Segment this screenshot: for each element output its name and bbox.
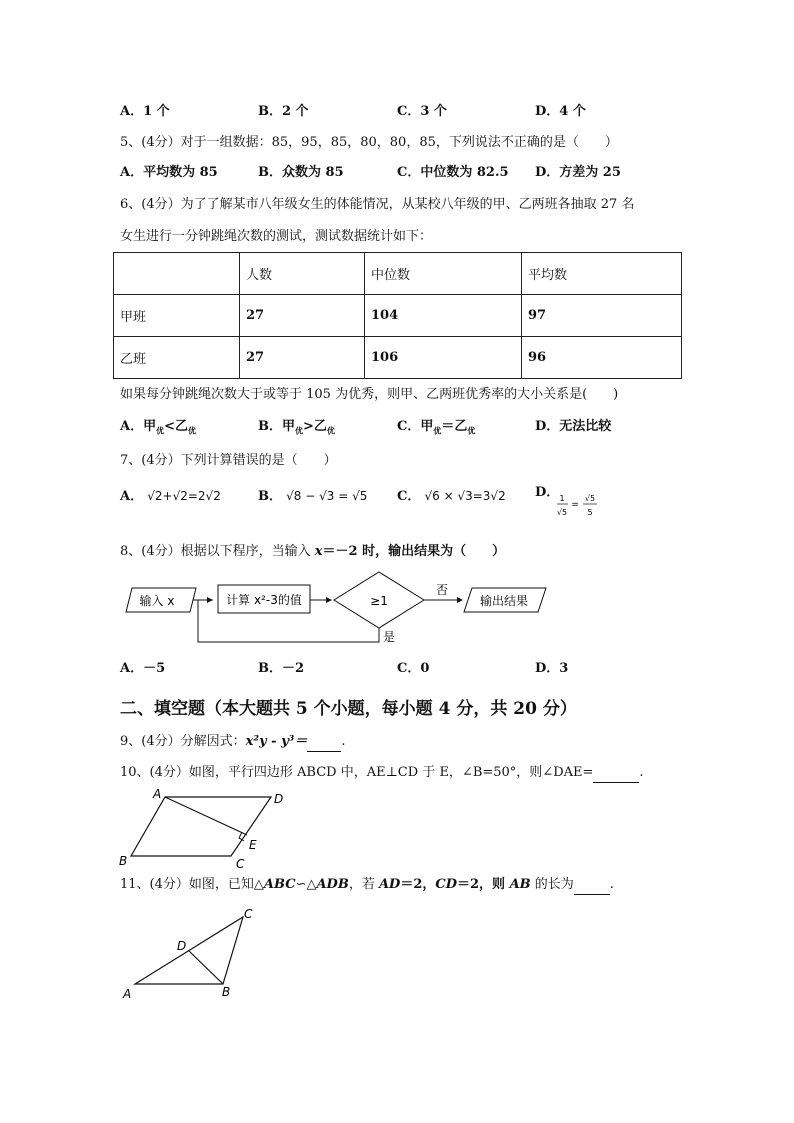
table-cell [114, 253, 240, 295]
variable: x [314, 544, 323, 559]
table-header-row [114, 253, 682, 295]
section-2-heading: 二、填空题（本大题共 5 个小题，每小题 4 分，共 20 分） [120, 699, 577, 719]
table-header-cell: 人数 [240, 253, 365, 295]
q4-option-c: C．3 个 [397, 104, 447, 119]
vertex-label-b: B [119, 854, 128, 868]
vertex-label-e: E [249, 838, 257, 852]
stem-text: 9、(4分）分解因式： [120, 734, 246, 749]
math-expression: √6 × √3=3√2 [424, 489, 506, 503]
stem-text: ＝2，则 [457, 877, 510, 892]
stem-text: 10、(4分）如图，平行四边形 ABCD 中，AE⊥CD 于 E，∠B=50°，则∠DAE= [120, 765, 594, 780]
option-text: 甲 [282, 419, 296, 434]
fraction-numerator: 1 [559, 494, 565, 503]
table-cell: 27 [240, 337, 365, 379]
q7-option-b [258, 487, 367, 506]
q8-flowchart [110, 570, 560, 648]
option-label: D． [535, 485, 560, 500]
q6-stem-line2: 女生进行一分钟跳绳次数的测试，测试数据统计如下： [120, 229, 433, 244]
stem-text: . [609, 877, 614, 892]
answer-blank [593, 764, 639, 783]
option-label: B． [258, 419, 282, 434]
fraction-numerator: √5 [584, 494, 596, 503]
fraction-denominator: 5 [587, 508, 593, 517]
output-label: 输出结果 [479, 594, 529, 608]
math-expression: x²y - y³＝ [245, 734, 308, 749]
math-var: AB [509, 877, 531, 892]
q10-parallelogram-figure [115, 785, 295, 870]
triangle-abc [135, 917, 243, 984]
stem-text: 的长为 [530, 877, 574, 892]
option-text: <乙 [164, 419, 189, 434]
q9-stem [120, 733, 345, 752]
q10-stem [120, 764, 644, 783]
q8-option-a: A．－5 [120, 661, 166, 676]
subscript: 优 [295, 425, 304, 436]
arrow-head [457, 597, 463, 603]
no-label: 否 [435, 583, 449, 597]
option-label: C． [397, 489, 421, 504]
q5-option-d: D．方差为 25 [535, 165, 621, 180]
segment-bd [189, 951, 223, 984]
option-label: A． [120, 419, 144, 434]
stem-text: ∽△ [295, 877, 317, 892]
table-row [114, 337, 682, 379]
q6-option-c [397, 418, 475, 440]
math-var: ABC [263, 877, 296, 892]
option-text: ＝乙 [441, 419, 468, 434]
table-header-cell: 平均数 [522, 253, 682, 295]
q5-option-a: A．平均数为 85 [120, 165, 218, 180]
q5-stem: 5、(4分）对于一组数据：85，95，85，80，80，85，下列说法不正确的是（ ） [120, 135, 618, 150]
math-var: ADB [316, 877, 349, 892]
input-label: 输入 x [139, 594, 175, 608]
q6-data-table [113, 252, 682, 379]
vertex-label-d: D [274, 792, 284, 806]
subscript: 优 [326, 425, 335, 436]
subscript: 优 [467, 425, 476, 436]
q6-option-b [258, 418, 335, 440]
table-cell: 甲班 [114, 295, 240, 337]
equals-sign: = [571, 500, 579, 510]
stem-text: . [341, 734, 346, 749]
q8-option-c: C．0 [397, 661, 430, 676]
stem-text: 11、(4分）如图，已知△ [120, 877, 264, 892]
condition-label: ≥1 [370, 594, 388, 608]
q8-stem [120, 543, 505, 561]
option-text: 甲 [143, 419, 157, 434]
q4-option-d: D．4 个 [535, 104, 586, 119]
table-header-cell: 中位数 [365, 253, 522, 295]
yes-label: 是 [382, 630, 396, 644]
q6-option-d: D．无法比较 [535, 419, 612, 434]
q4-option-b: B．2 个 [258, 104, 309, 119]
math-expression: √2+√2=2√2 [147, 489, 221, 503]
stem-text: 8、(4分）根据以下程序，当输入 [120, 544, 315, 559]
vertex-label-c: C [244, 907, 253, 921]
vertex-label-a: A [123, 987, 132, 1001]
compute-label: 计算 x²-3的值 [226, 593, 302, 607]
vertex-label-c: C [236, 857, 245, 870]
q11-stem [120, 876, 614, 895]
arrow-head [207, 597, 213, 603]
q5-option-c: C．中位数为 82.5 [397, 165, 509, 180]
q6-stem-line1: 6、(4分）为了了解某市八年级女生的体能情况，从某校八年级的甲、乙两班各抽取 27 名 [120, 197, 635, 212]
subscript: 优 [433, 425, 442, 436]
stem-text: ＝2， [400, 877, 436, 892]
q7-option-c [397, 487, 506, 506]
q6-followup: 如果每分钟跳绳次数大于或等于 105 为优秀，则甲、乙两班优秀率的大小关系是( ) [120, 387, 619, 402]
math-var: CD [435, 877, 457, 892]
option-label: C． [397, 419, 421, 434]
q6-option-a [120, 418, 196, 440]
q11-triangle-figure [115, 900, 265, 1005]
table-cell: 27 [240, 295, 365, 337]
table-cell: 104 [365, 295, 522, 337]
option-text: 甲 [420, 419, 434, 434]
stem-text: ，若 [348, 877, 379, 892]
vertex-label-d: D [177, 939, 187, 953]
q4-option-a: A．1 个 [120, 104, 170, 119]
option-label: B． [258, 489, 282, 504]
stem-text: ＝－2 时，输出结果为（ ） [322, 544, 506, 559]
subscript: 优 [156, 425, 165, 436]
q7-stem: 7、(4分）下列计算错误的是（ ） [120, 453, 337, 468]
answer-blank [307, 733, 341, 752]
table-cell: 96 [522, 337, 682, 379]
answer-blank [574, 876, 610, 895]
q7-d-fraction [556, 490, 606, 524]
fraction-denominator: √5 [556, 508, 568, 517]
math-var: AD [378, 877, 401, 892]
q5-option-b: B．众数为 85 [258, 165, 344, 180]
q8-option-d: D．3 [535, 661, 569, 676]
table-cell: 106 [365, 337, 522, 379]
subscript: 优 [188, 425, 197, 436]
table-cell: 乙班 [114, 337, 240, 379]
table-cell: 97 [522, 295, 682, 337]
option-label: A． [120, 489, 144, 504]
option-text: >乙 [303, 419, 327, 434]
q7-option-a [120, 487, 221, 506]
table-row [114, 295, 682, 337]
math-expression: √8 − √3 = √5 [286, 489, 368, 503]
segment-ae [165, 797, 247, 835]
stem-text: . [639, 765, 644, 780]
arrow-head [326, 597, 332, 603]
q8-option-b: B．－2 [258, 661, 305, 676]
vertex-label-a: A [153, 787, 162, 801]
vertex-label-b: B [222, 985, 231, 999]
